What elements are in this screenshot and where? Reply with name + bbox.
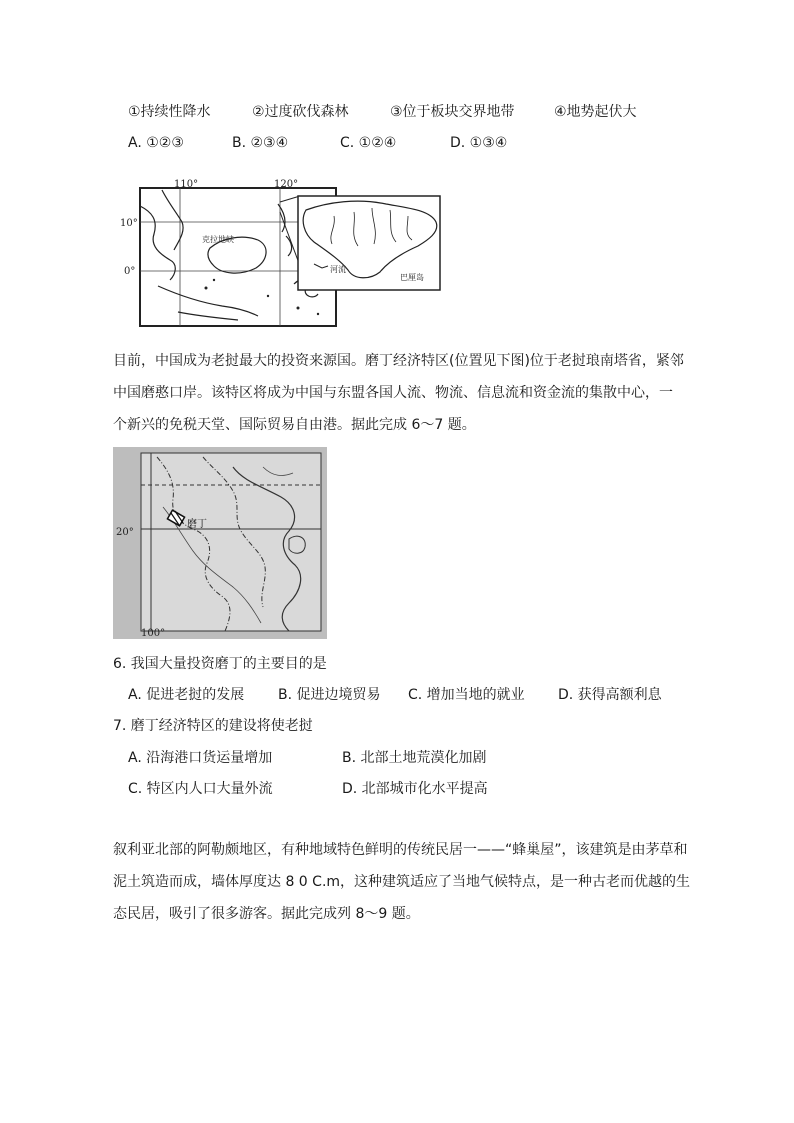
southeast-asia-map (118, 176, 448, 330)
q5-factor-3: ③位于板块交界地带 (390, 104, 515, 120)
q7-option-c: C. 特区内人口大量外流 (128, 781, 273, 797)
passage-1 (113, 345, 693, 441)
boten-map-drawing (113, 447, 327, 639)
passage-2-line-2: 泥土筑造而成，墙体厚度达 8 0 C.m，这种建筑适应了当地气候特点，是一种古老而优越的生 (113, 874, 691, 890)
island-label: 巴厘岛 (400, 273, 424, 282)
q6-stem: 6. 我国大量投资磨丁的主要目的是 (113, 656, 327, 672)
passage-2-line-3: 态民居，吸引了很多游客。据此完成列 8～9 题。 (113, 906, 420, 922)
q5-factor-4: ④地势起伏大 (554, 104, 637, 120)
passage-1-line-2: 中国磨憨口岸。该特区将成为中国与东盟各国人流、物流、信息流和资金流的集散中心，一 (113, 385, 673, 401)
lon-label-110: 110° (174, 179, 199, 190)
passage-2 (113, 834, 693, 930)
passage-1-line-3: 个新兴的免税天堂、国际贸易自由港。据此完成 6～7 题。 (113, 417, 476, 433)
lon-label-100: 100° (141, 628, 166, 639)
passage-1-line-1: 目前，中国成为老挝最大的投资来源国。磨丁经济特区(位置见下图)位于老挝琅南塔省，紧邻 (113, 353, 684, 369)
q5-option-d: D. ①③④ (450, 135, 508, 151)
q5-option-c: C. ①②④ (340, 135, 397, 151)
q7-option-d: D. 北部城市化水平提高 (342, 781, 488, 797)
q5-factor-2: ②过度砍伐森林 (252, 104, 349, 120)
lat-label-0: 0° (124, 266, 136, 277)
q6-option-b: B. 促进边境贸易 (278, 687, 381, 703)
boten-location-map (113, 447, 327, 639)
q6-option-d: D. 获得高额利息 (558, 687, 662, 703)
lat-label-20: 20° (116, 527, 134, 538)
q7-option-b: B. 北部土地荒漠化加剧 (342, 750, 487, 766)
q6-option-a: A. 促进老挝的发展 (128, 687, 245, 703)
region-label: 克拉地峡 (202, 235, 234, 244)
passage-2-line-1: 叙利亚北部的阿勒颇地区，有种地域特色鲜明的传统民居一——“蜂巢屋”，该建筑是由茅草和 (113, 842, 688, 858)
q6-option-c: C. 增加当地的就业 (408, 687, 525, 703)
lon-label-120: 120° (274, 179, 299, 190)
q5-factor-1: ①持续性降水 (128, 104, 211, 120)
legend-river-label: 河流 (330, 265, 346, 274)
lat-label-10: 10° (120, 218, 138, 229)
q7-stem: 7. 磨丁经济特区的建设将使老挝 (113, 718, 313, 734)
q5-option-b: B. ②③④ (232, 135, 289, 151)
q7-option-a: A. 沿海港口货运量增加 (128, 750, 273, 766)
boten-label: 磨丁 (187, 519, 207, 530)
southeast-asia-map-drawing (118, 176, 448, 330)
q5-option-a: A. ①②③ (128, 135, 184, 151)
